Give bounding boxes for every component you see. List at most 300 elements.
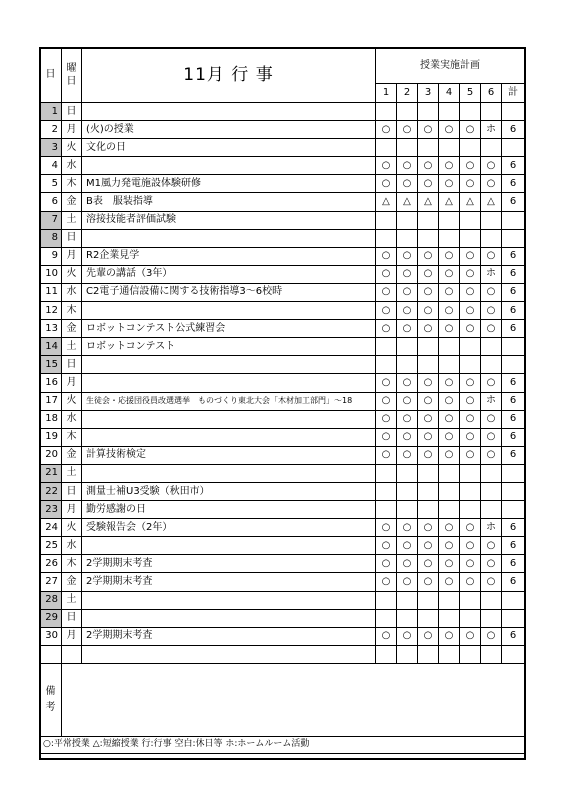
total-cell: 6 [502,537,525,555]
day-cell: 25 [40,537,62,555]
period-plan-cell: ○ [439,265,460,283]
schedule-row [40,320,525,338]
period-plan-cell [460,103,481,121]
period-plan-cell: △ [481,193,502,211]
day-cell: 19 [40,428,62,446]
day-cell: 29 [40,609,62,627]
period-plan-cell: ○ [481,175,502,193]
total-cell: 6 [502,519,525,537]
period-plan-cell: ○ [439,428,460,446]
day-cell: 3 [40,139,62,157]
day-cell: 15 [40,356,62,374]
event-cell [82,591,376,609]
schedule-table [39,47,525,754]
day-cell: 4 [40,157,62,175]
period-plan-cell: ○ [481,537,502,555]
period-plan-cell [439,356,460,374]
period-plan-cell: ○ [481,247,502,265]
weekday-cell: 金 [62,320,82,338]
period-plan-cell: ○ [418,302,439,320]
period-plan-cell: ○ [397,519,418,537]
schedule-row [40,356,525,374]
period-plan-cell [397,211,418,229]
event-cell: C2電子通信設備に関する技術指導3～6校時 [82,283,376,301]
weekday-cell: 火 [62,519,82,537]
period-plan-cell [418,211,439,229]
period-plan-cell: △ [439,193,460,211]
schedule-row [40,591,525,609]
period-plan-cell: ○ [376,573,397,591]
period-plan-cell [439,482,460,500]
schedule-row [40,573,525,591]
period-plan-cell: ○ [460,302,481,320]
period-plan-cell: ○ [481,446,502,464]
day-cell: 5 [40,175,62,193]
period-plan-cell [439,464,460,482]
weekday-cell: 土 [62,464,82,482]
period-plan-cell: ホ [481,265,502,283]
weekday-cell: 月 [62,627,82,645]
period-plan-cell: △ [397,193,418,211]
period-plan-cell: ○ [397,446,418,464]
weekday-cell: 土 [62,591,82,609]
event-cell [82,464,376,482]
day-cell: 16 [40,374,62,392]
period-plan-cell: ○ [439,627,460,645]
event-cell [82,157,376,175]
period-plan-cell: ○ [460,555,481,573]
weekday-cell: 月 [62,501,82,519]
period-plan-cell: ○ [376,446,397,464]
period-plan-cell [460,229,481,247]
weekday-cell [62,645,82,663]
period-plan-cell: △ [376,193,397,211]
period-plan-cell [418,103,439,121]
period-plan-cell: ○ [418,446,439,464]
period-column-header: 4 [439,84,460,103]
weekday-cell: 日 [62,356,82,374]
period-plan-cell: ○ [418,573,439,591]
weekday-cell: 水 [62,410,82,428]
period-plan-cell: ○ [418,428,439,446]
period-plan-cell: ○ [439,247,460,265]
period-plan-cell: ○ [418,374,439,392]
period-plan-cell: ○ [439,283,460,301]
total-cell: 6 [502,573,525,591]
period-plan-cell: ○ [397,627,418,645]
period-plan-cell [460,464,481,482]
period-plan-cell: ○ [397,247,418,265]
period-plan-cell: ○ [460,627,481,645]
schedule-row [40,464,525,482]
weekday-cell: 木 [62,555,82,573]
period-plan-cell: ○ [460,392,481,410]
period-plan-cell [460,645,481,663]
period-plan-cell: ○ [397,573,418,591]
period-plan-cell: ホ [481,519,502,537]
event-cell: 2学期期末考査 [82,627,376,645]
event-cell: R2企業見学 [82,247,376,265]
period-plan-cell: ○ [460,537,481,555]
period-plan-cell: ○ [376,283,397,301]
period-plan-cell [481,229,502,247]
period-plan-cell [460,338,481,356]
period-plan-cell: ○ [376,428,397,446]
period-column-header: 2 [397,84,418,103]
total-cell: 6 [502,157,525,175]
period-plan-cell [460,609,481,627]
day-cell: 6 [40,193,62,211]
weekday-cell: 月 [62,121,82,139]
period-plan-cell [376,501,397,519]
period-plan-cell: ○ [376,121,397,139]
period-plan-cell: ○ [460,265,481,283]
event-cell: (火)の授業 [82,121,376,139]
period-plan-cell [376,482,397,500]
period-plan-cell [481,211,502,229]
period-plan-cell: ○ [418,555,439,573]
weekday-cell: 水 [62,157,82,175]
period-plan-cell: ○ [397,410,418,428]
weekday-cell: 木 [62,428,82,446]
schedule-row [40,627,525,645]
period-plan-cell [481,356,502,374]
total-cell: 6 [502,175,525,193]
period-plan-cell: ○ [397,374,418,392]
period-plan-cell: ○ [418,320,439,338]
period-plan-cell: ○ [460,446,481,464]
monthly-schedule-sheet [39,47,524,754]
weekday-cell: 火 [62,392,82,410]
period-plan-cell [418,139,439,157]
period-plan-cell: ○ [439,392,460,410]
legend-row [40,736,525,753]
period-plan-cell [439,501,460,519]
total-column-header: 計 [502,84,525,103]
period-plan-cell: ○ [418,157,439,175]
total-cell: 6 [502,374,525,392]
period-plan-cell [481,501,502,519]
period-plan-cell: ○ [418,247,439,265]
period-plan-cell [481,609,502,627]
legend-text: ○:平常授業 △:短縮授業 行:行事 空白:休日等 ホ:ホームルーム活動 [40,736,525,753]
period-plan-cell: ○ [460,428,481,446]
total-cell: 6 [502,446,525,464]
period-plan-cell [397,501,418,519]
event-cell: 受験報告会（2年） [82,519,376,537]
period-plan-cell: ○ [481,428,502,446]
period-plan-cell: ○ [418,283,439,301]
day-cell: 12 [40,302,62,320]
event-cell: 計算技術検定 [82,446,376,464]
period-plan-cell: ○ [397,537,418,555]
day-cell: 24 [40,519,62,537]
period-plan-cell: ○ [460,157,481,175]
period-plan-cell [481,482,502,500]
total-cell: 6 [502,627,525,645]
event-cell: 2学期期末考査 [82,555,376,573]
period-plan-cell: ○ [397,283,418,301]
period-plan-cell: ○ [481,573,502,591]
period-plan-cell [376,464,397,482]
period-plan-cell: ○ [460,573,481,591]
total-cell [502,645,525,663]
period-plan-cell: ホ [481,392,502,410]
period-plan-cell: ○ [460,320,481,338]
period-plan-cell: △ [418,193,439,211]
weekday-cell: 木 [62,302,82,320]
total-cell: 6 [502,193,525,211]
period-plan-cell: ○ [397,392,418,410]
period-plan-cell: ○ [376,392,397,410]
period-plan-cell [481,591,502,609]
total-cell [502,103,525,121]
event-cell [82,356,376,374]
schedule-row [40,537,525,555]
weekday-cell: 日 [62,103,82,121]
event-cell [82,537,376,555]
period-plan-cell [439,211,460,229]
weekday-cell: 土 [62,211,82,229]
period-plan-cell: ○ [481,555,502,573]
total-cell [502,591,525,609]
day-cell: 1 [40,103,62,121]
schedule-row [40,157,525,175]
schedule-row [40,338,525,356]
period-plan-cell [418,482,439,500]
period-plan-cell [397,229,418,247]
period-plan-cell: ○ [376,157,397,175]
schedule-row [40,211,525,229]
weekday-cell: 火 [62,265,82,283]
period-column-header: 6 [481,84,502,103]
event-cell: ロボットコンテスト公式練習会 [82,320,376,338]
period-plan-cell [397,591,418,609]
weekday-cell: 金 [62,573,82,591]
period-plan-cell: △ [460,193,481,211]
day-cell: 26 [40,555,62,573]
period-plan-cell [397,464,418,482]
event-cell: 勤労感謝の日 [82,501,376,519]
schedule-row [40,609,525,627]
period-plan-cell: ○ [460,121,481,139]
total-cell [502,211,525,229]
event-cell: ロボットコンテスト [82,338,376,356]
schedule-row [40,229,525,247]
total-cell: 6 [502,265,525,283]
weekday-cell: 月 [62,247,82,265]
period-plan-cell [376,211,397,229]
schedule-row [40,428,525,446]
period-plan-cell: ○ [418,121,439,139]
weekday-column-header: 曜 日 [62,48,82,103]
period-plan-cell [418,645,439,663]
day-cell: 7 [40,211,62,229]
event-cell: 先輩の講話（3年） [82,265,376,283]
event-cell: 測量士補U3受験（秋田市） [82,482,376,500]
period-plan-cell [460,482,481,500]
weekday-cell: 金 [62,193,82,211]
lesson-plan-header: 授業実施計画 [376,48,525,84]
total-cell: 6 [502,392,525,410]
weekday-cell: 金 [62,446,82,464]
period-plan-cell: ○ [376,247,397,265]
total-cell: 6 [502,428,525,446]
notes-row [40,663,525,736]
period-plan-cell [397,645,418,663]
period-plan-cell: ○ [460,283,481,301]
schedule-row [40,265,525,283]
schedule-row [40,193,525,211]
weekday-cell: 木 [62,175,82,193]
event-cell [82,229,376,247]
period-plan-cell [376,645,397,663]
period-plan-cell: ○ [397,302,418,320]
total-cell: 6 [502,283,525,301]
day-cell: 28 [40,591,62,609]
total-cell: 6 [502,410,525,428]
period-plan-cell [397,482,418,500]
event-cell [82,103,376,121]
period-column-header: 3 [418,84,439,103]
period-plan-cell: ○ [397,428,418,446]
period-plan-cell: ○ [481,283,502,301]
day-cell: 13 [40,320,62,338]
period-plan-cell [397,139,418,157]
total-cell [502,229,525,247]
weekday-cell: 水 [62,283,82,301]
period-plan-cell: ○ [439,446,460,464]
day-cell: 8 [40,229,62,247]
day-cell: 10 [40,265,62,283]
day-cell: 2 [40,121,62,139]
period-plan-cell: ○ [439,175,460,193]
period-plan-cell [460,211,481,229]
period-plan-cell [376,591,397,609]
day-cell: 17 [40,392,62,410]
period-plan-cell: ○ [460,175,481,193]
day-column-header: 日 [40,48,62,103]
event-cell: 文化の日 [82,139,376,157]
total-cell [502,356,525,374]
notes-area [62,663,525,736]
total-cell: 6 [502,121,525,139]
period-plan-cell: ○ [481,302,502,320]
event-cell [82,428,376,446]
event-cell: B表 服装指導 [82,193,376,211]
day-cell: 27 [40,573,62,591]
period-plan-cell [439,609,460,627]
period-plan-cell [376,609,397,627]
period-plan-cell [376,103,397,121]
day-cell: 9 [40,247,62,265]
schedule-row [40,501,525,519]
period-plan-cell: ○ [397,157,418,175]
total-cell: 6 [502,320,525,338]
period-plan-cell: ○ [418,392,439,410]
period-plan-cell [481,139,502,157]
period-plan-cell: ○ [376,519,397,537]
period-plan-cell [418,609,439,627]
period-plan-cell [418,464,439,482]
period-plan-cell [481,464,502,482]
period-plan-cell: ○ [439,573,460,591]
period-plan-cell [376,338,397,356]
period-plan-cell: ○ [439,519,460,537]
period-plan-cell: ○ [481,320,502,338]
day-cell: 18 [40,410,62,428]
period-plan-cell [460,356,481,374]
total-cell [502,464,525,482]
schedule-row [40,482,525,500]
schedule-row [40,302,525,320]
period-plan-cell: ○ [460,410,481,428]
period-plan-cell: ○ [439,410,460,428]
schedule-row [40,121,525,139]
period-plan-cell: ○ [439,320,460,338]
period-plan-cell [376,229,397,247]
weekday-cell: 日 [62,482,82,500]
period-plan-cell [460,501,481,519]
period-plan-cell [481,103,502,121]
period-plan-cell [397,609,418,627]
day-cell: 21 [40,464,62,482]
period-plan-cell: ○ [397,555,418,573]
period-plan-cell [439,591,460,609]
period-plan-cell: ○ [376,374,397,392]
period-plan-cell: ○ [397,320,418,338]
day-cell: 22 [40,482,62,500]
weekday-cell: 火 [62,139,82,157]
weekday-cell: 水 [62,537,82,555]
period-column-header: 5 [460,84,481,103]
period-plan-cell: ○ [439,374,460,392]
period-plan-cell: ○ [439,302,460,320]
period-plan-cell: ホ [481,121,502,139]
schedule-row [40,103,525,121]
period-plan-cell [439,229,460,247]
period-plan-cell: ○ [376,320,397,338]
event-cell: 2学期期末考査 [82,573,376,591]
total-cell [502,501,525,519]
total-cell [502,482,525,500]
day-cell: 23 [40,501,62,519]
period-plan-cell: ○ [439,121,460,139]
period-plan-cell [481,338,502,356]
schedule-row [40,283,525,301]
total-cell: 6 [502,555,525,573]
period-plan-cell: ○ [481,157,502,175]
day-cell [40,645,62,663]
event-cell [82,374,376,392]
period-plan-cell: ○ [397,175,418,193]
schedule-row [40,139,525,157]
period-plan-cell: ○ [376,410,397,428]
period-plan-cell: ○ [376,555,397,573]
period-plan-cell [376,139,397,157]
total-cell: 6 [502,302,525,320]
period-plan-cell [418,356,439,374]
period-plan-cell: ○ [460,247,481,265]
period-plan-cell [439,338,460,356]
period-plan-cell [397,338,418,356]
day-cell: 14 [40,338,62,356]
period-plan-cell [418,591,439,609]
event-cell [82,410,376,428]
total-cell: 6 [502,247,525,265]
period-plan-cell: ○ [418,175,439,193]
period-plan-cell [481,645,502,663]
